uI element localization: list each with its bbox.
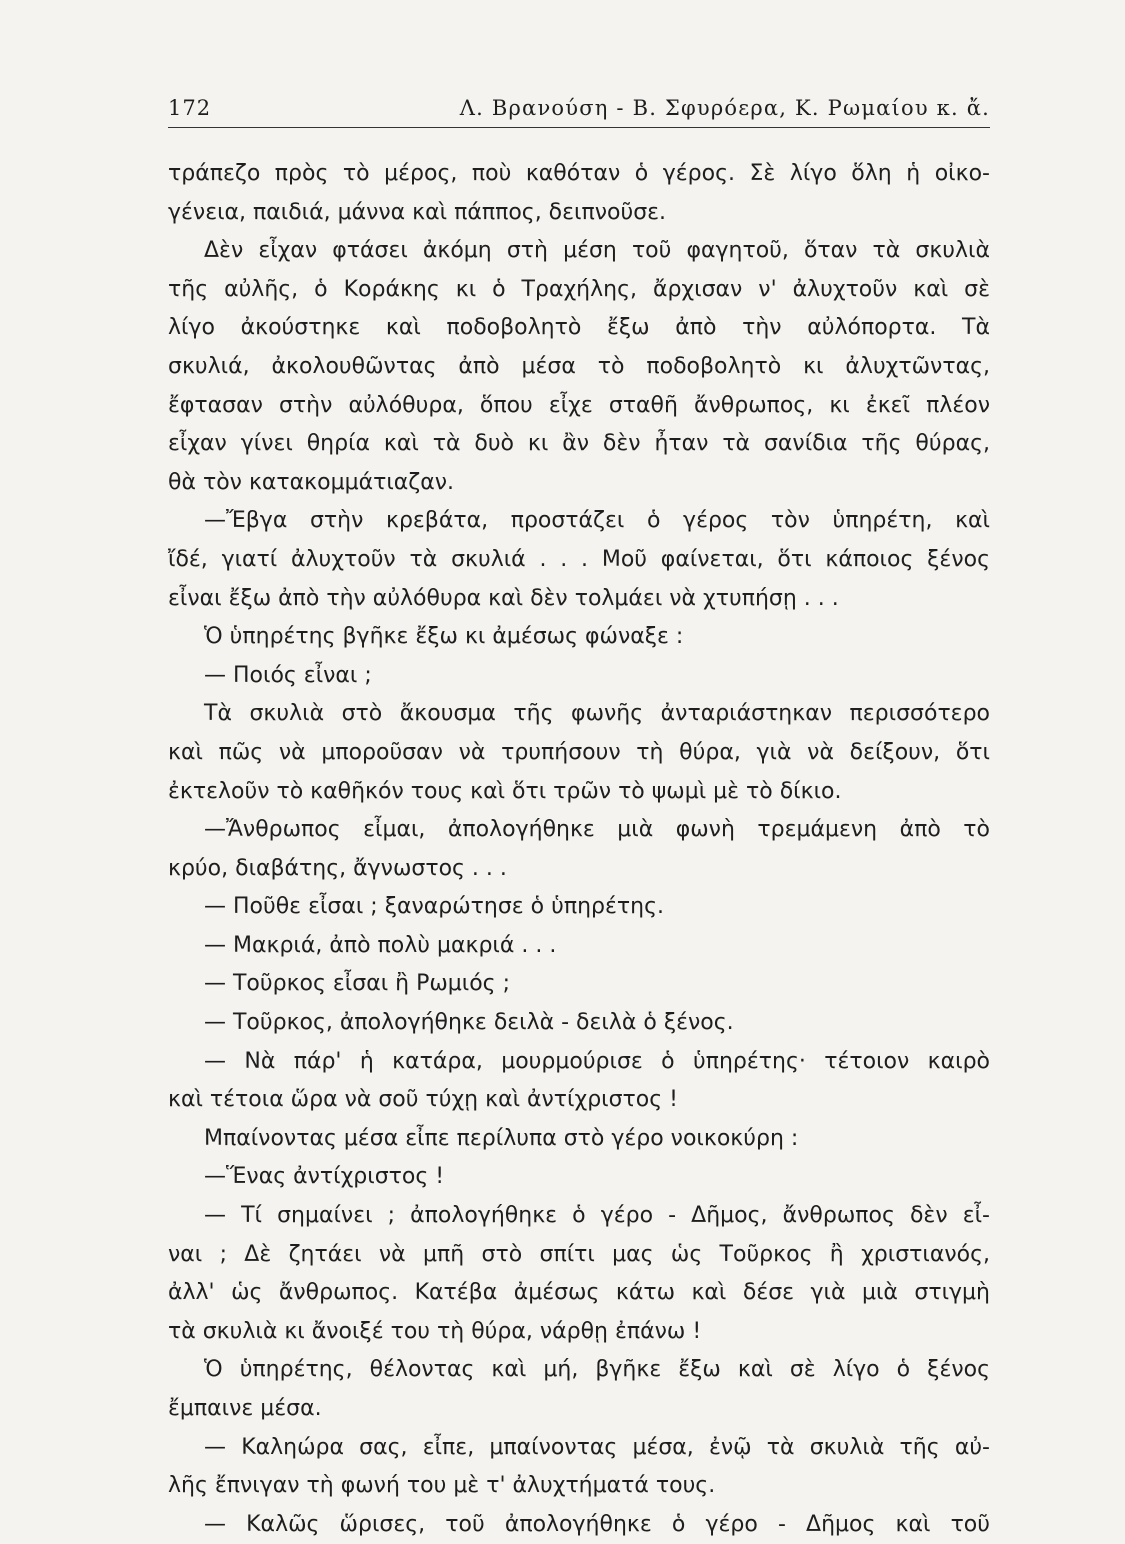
- text-line: εἶχαν γίνει θηρία καὶ τὰ δυὸ κι ἂν δὲν ἦταν τὰ σανίδια τῆς θύρας,: [168, 431, 990, 457]
- page-header: [168, 96, 990, 130]
- text-line: —Ἕνας ἀντίχριστος !: [204, 1164, 445, 1190]
- page-number: 172: [168, 96, 212, 120]
- text-line: ἔμπαινε μέσα.: [168, 1396, 322, 1421]
- text-line: τὰ σκυλιὰ κι ἄνοιξέ του τὴ θύρα, νάρθῃ ἐπάνω !: [168, 1318, 702, 1344]
- text-line: Ὁ ὑπηρέτης βγῆκε ἔξω κι ἀμέσως φώναξε :: [204, 624, 684, 650]
- text-line: — Ποῦθε εἶσαι ; ξαναρώτησε ὁ ὑπηρέτης.: [204, 894, 664, 920]
- text-line: —Ἔβγα στὴν κρεβάτα, προστάζει ὁ γέρος τὸν ὑπηρέτη, καὶ: [204, 508, 990, 534]
- text-line: σκυλιά, ἀκολουθῶντας ἀπὸ μέσα τὸ ποδοβολητὸ κι ἀλυχτῶντας,: [168, 353, 990, 379]
- text-line: λίγο ἀκούστηκε καὶ ποδοβολητὸ ἔξω ἀπὸ τὴν αὐλόπορτα. Τὰ: [168, 315, 990, 341]
- text-line: τράπεζο πρὸς τὸ μέρος, ποὺ καθόταν ὁ γέρος. Σὲ λίγο ὅλη ἡ οἰκο-: [168, 161, 990, 186]
- text-line: — Τί σημαίνει ; ἀπολογήθηκε ὁ γέρο - Δῆμος, ἄνθρωπος δὲν εἶ-: [204, 1203, 990, 1229]
- text-line: ἔφτασαν στὴν αὐλόθυρα, ὅπου εἶχε σταθῆ ἄνθρωπος, κι ἐκεῖ πλέον: [168, 392, 990, 418]
- text-line: θὰ τὸν κατακομμάτιαζαν.: [168, 469, 455, 495]
- text-line: — Νὰ πάρ' ἡ κατάρα, μουρμούρισε ὁ ὑπηρέτης· τέτοιον καιρὸ: [204, 1048, 990, 1074]
- text-line: Δὲν εἶχαν φτάσει ἀκόμη στὴ μέση τοῦ φαγητοῦ, ὅταν τὰ σκυλιὰ: [204, 238, 990, 264]
- text-line: — Τοῦρκος, ἀπολογήθηκε δειλὰ - δειλὰ ὁ ξένος.: [204, 1010, 734, 1036]
- text-line: λῆς ἔπνιγαν τὴ φωνή του μὲ τ' ἀλυχτήματά τους.: [168, 1473, 716, 1499]
- text-line: Ὁ ὑπηρέτης, θέλοντας καὶ μή, βγῆκε ἔξω καὶ σὲ λίγο ὁ ξένος: [204, 1357, 990, 1383]
- text-line: γένεια, παιδιά, μάννα καὶ πάππος, δειπνοῦσε.: [168, 199, 667, 225]
- body-text: [168, 155, 990, 1544]
- text-line: — Καλῶς ὥρισες, τοῦ ἀπολογήθηκε ὁ γέρο - Δῆμος καὶ τοῦ: [204, 1511, 990, 1537]
- text-line: Μπαίνοντας μέσα εἶπε περίλυπα στὸ γέρο νοικοκύρη :: [204, 1125, 799, 1151]
- text-line: — Ποιός εἶναι ;: [204, 662, 372, 688]
- text-line: ἴδέ, γιατί ἀλυχτοῦν τὰ σκυλιά . . . Μοῦ φαίνεται, ὅτι κάποιος ξένος: [168, 546, 990, 572]
- header-rule: [168, 127, 990, 128]
- text-line: εἶναι ἔξω ἀπὸ τὴν αὐλόθυρα καὶ δὲν τολμάει νὰ χτυπήσῃ . . .: [168, 585, 839, 611]
- text-line: τῆς αὐλῆς, ὁ Κοράκης κι ὁ Τραχήλης, ἄρχισαν ν' ἀλυχτοῦν καὶ σὲ: [168, 276, 990, 302]
- text-line: Τὰ σκυλιὰ στὸ ἄκουσμα τῆς φωνῆς ἀνταριάστηκαν περισσότερο: [204, 701, 990, 727]
- text-line: καὶ τέτοια ὥρα νὰ σοῦ τύχῃ καὶ ἀντίχριστος !: [168, 1087, 678, 1113]
- running-head: Λ. Βρανούση - Β. Σφυρόερα, Κ. Ρωμαίου κ. ἄ.: [459, 96, 990, 120]
- text-line: — Μακριά, ἀπὸ πολὺ μακριά . . .: [204, 932, 557, 958]
- text-line: ἀλλ' ὡς ἄνθρωπος. Κατέβα ἀμέσως κάτω καὶ δέσε γιὰ μιὰ στιγμὴ: [168, 1280, 990, 1306]
- text-line: — Καληώρα σας, εἶπε, μπαίνοντας μέσα, ἐνῷ τὰ σκυλιὰ τῆς αὐ-: [204, 1434, 990, 1460]
- text-line: ἐκτελοῦν τὸ καθῆκόν τους καὶ ὅτι τρῶν τὸ ψωμὶ μὲ τὸ δίκιο.: [168, 778, 842, 804]
- text-line: ναι ; Δὲ ζητάει νὰ μπῆ στὸ σπίτι μας ὡς Τοῦρκος ἢ χριστιανός,: [168, 1241, 990, 1267]
- text-line: κρύο, διαβάτης, ἄγνωστος . . .: [168, 855, 507, 881]
- text-line: — Τοῦρκος εἶσαι ἢ Ρωμιός ;: [204, 971, 510, 997]
- text-line: —Ἄνθρωπος εἶμαι, ἀπολογήθηκε μιὰ φωνὴ τρεμάμενη ἀπὸ τὸ: [204, 817, 990, 843]
- text-line: καὶ πῶς νὰ μποροῦσαν νὰ τρυπήσουν τὴ θύρα, γιὰ νὰ δείξουν, ὅτι: [168, 739, 990, 765]
